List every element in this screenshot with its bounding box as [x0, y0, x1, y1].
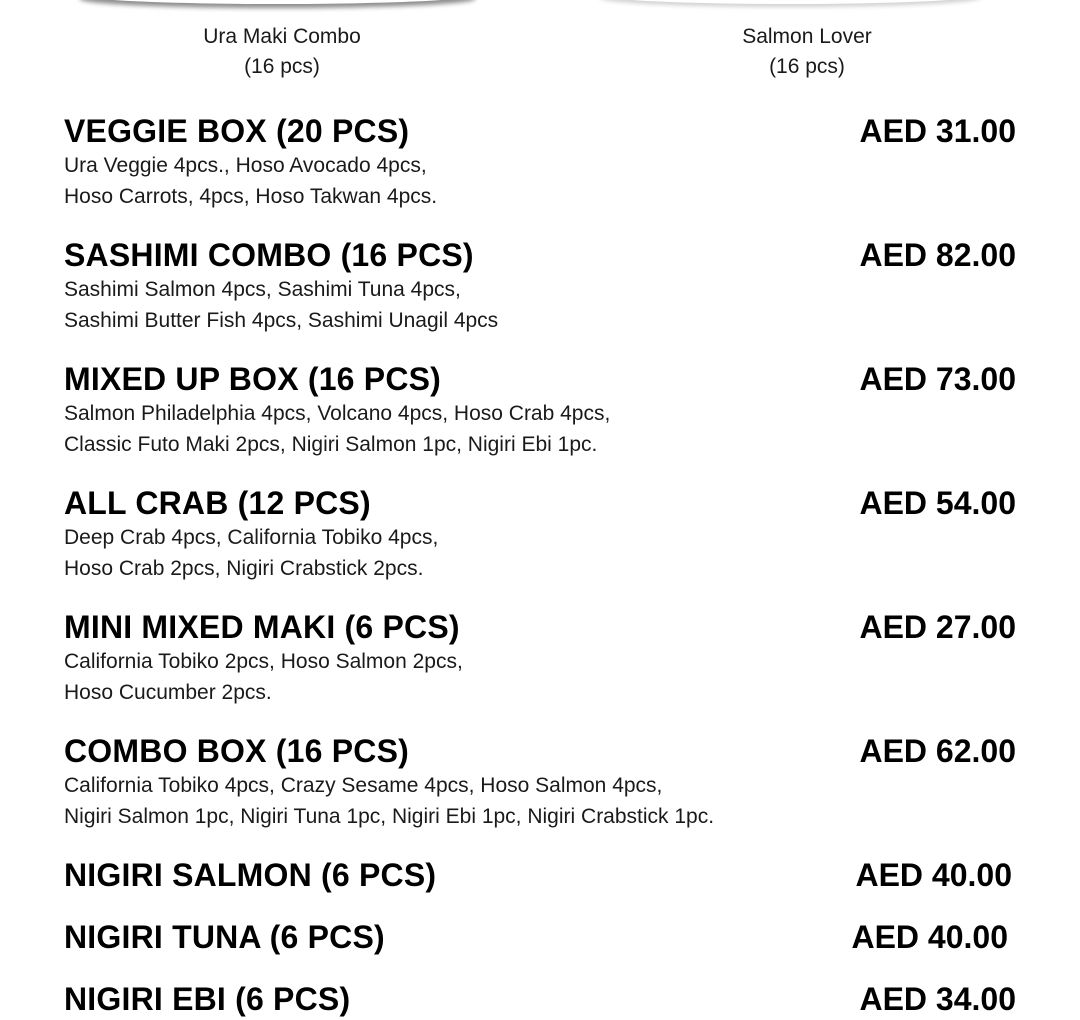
photo-caption-right — [657, 22, 957, 82]
item-price: AED 54.00 — [859, 485, 1016, 521]
item-name: MINI MIXED MAKI (6 PCS) — [64, 609, 460, 645]
item-price: AED 40.00 — [855, 857, 1012, 893]
description-line: Sashimi Butter Fish 4pcs, Sashimi Unagil 4pcs — [64, 309, 499, 332]
item-price: AED 31.00 — [859, 113, 1016, 149]
item-name: VEGGIE BOX (20 PCS) — [64, 113, 410, 149]
item-price: AED 62.00 — [859, 733, 1016, 769]
combo-photo-plate-right — [600, 0, 980, 4]
item-name: COMBO BOX (16 PCS) — [64, 733, 409, 769]
description-line: California Tobiko 4pcs, Crazy Sesame 4pcs, Hoso Salmon 4pcs, — [64, 774, 663, 797]
item-price: AED 27.00 — [859, 609, 1016, 645]
item-price: AED 73.00 — [859, 361, 1016, 397]
menu-item — [64, 236, 1016, 336]
description-line: Ura Veggie 4pcs., Hoso Avocado 4pcs, — [64, 154, 427, 177]
description-line: California Tobiko 2pcs, Hoso Salmon 2pcs, — [64, 650, 463, 673]
item-price: AED 34.00 — [859, 981, 1016, 1017]
item-name: MIXED UP BOX (16 PCS) — [64, 361, 442, 397]
description-line: Nigiri Salmon 1pc, Nigiri Tuna 1pc, Nigiri Ebi 1pc, Nigiri Crabstick 1pc. — [64, 805, 715, 828]
item-description — [64, 522, 1016, 584]
item-name: NIGIRI SALMON (6 PCS) — [64, 857, 437, 893]
menu-item — [64, 608, 1016, 708]
description-line: Hoso Carrots, 4pcs, Hoso Takwan 4pcs. — [64, 185, 438, 208]
item-price: AED 82.00 — [859, 237, 1016, 273]
description-line: Hoso Cucumber 2pcs. — [64, 681, 272, 704]
photo-caption-left — [132, 22, 432, 82]
combo-photo-plate-left — [80, 0, 475, 4]
menu-item — [64, 732, 1016, 832]
description-line: Salmon Philadelphia 4pcs, Volcano 4pcs, Hoso Crab 4pcs, — [64, 402, 611, 425]
item-description — [64, 398, 1016, 460]
item-description — [64, 150, 1016, 212]
menu-item — [64, 360, 1016, 460]
item-price: AED 40.00 — [851, 919, 1008, 955]
item-description — [64, 770, 1016, 832]
menu-item — [64, 856, 1012, 894]
item-name: SASHIMI COMBO (16 PCS) — [64, 237, 474, 273]
menu-item — [64, 980, 1016, 1018]
menu-item — [64, 918, 1008, 956]
item-description — [64, 274, 1016, 336]
description-line: Hoso Crab 2pcs, Nigiri Crabstick 2pcs. — [64, 557, 424, 580]
caption-title: Ura Maki Combo — [203, 25, 361, 48]
item-name: NIGIRI EBI (6 PCS) — [64, 981, 351, 1017]
menu-item — [64, 484, 1016, 584]
item-name: ALL CRAB (12 PCS) — [64, 485, 371, 521]
menu-item — [64, 112, 1016, 212]
description-line: Classic Futo Maki 2pcs, Nigiri Salmon 1pc, Nigiri Ebi 1pc. — [64, 433, 598, 456]
caption-title: Salmon Lover — [742, 25, 872, 48]
item-description — [64, 646, 1016, 708]
caption-count: (16 pcs) — [244, 55, 320, 78]
description-line: Sashimi Salmon 4pcs, Sashimi Tuna 4pcs, — [64, 278, 461, 301]
description-line: Deep Crab 4pcs, California Tobiko 4pcs, — [64, 526, 439, 549]
item-name: NIGIRI TUNA (6 PCS) — [64, 919, 385, 955]
caption-count: (16 pcs) — [769, 55, 845, 78]
